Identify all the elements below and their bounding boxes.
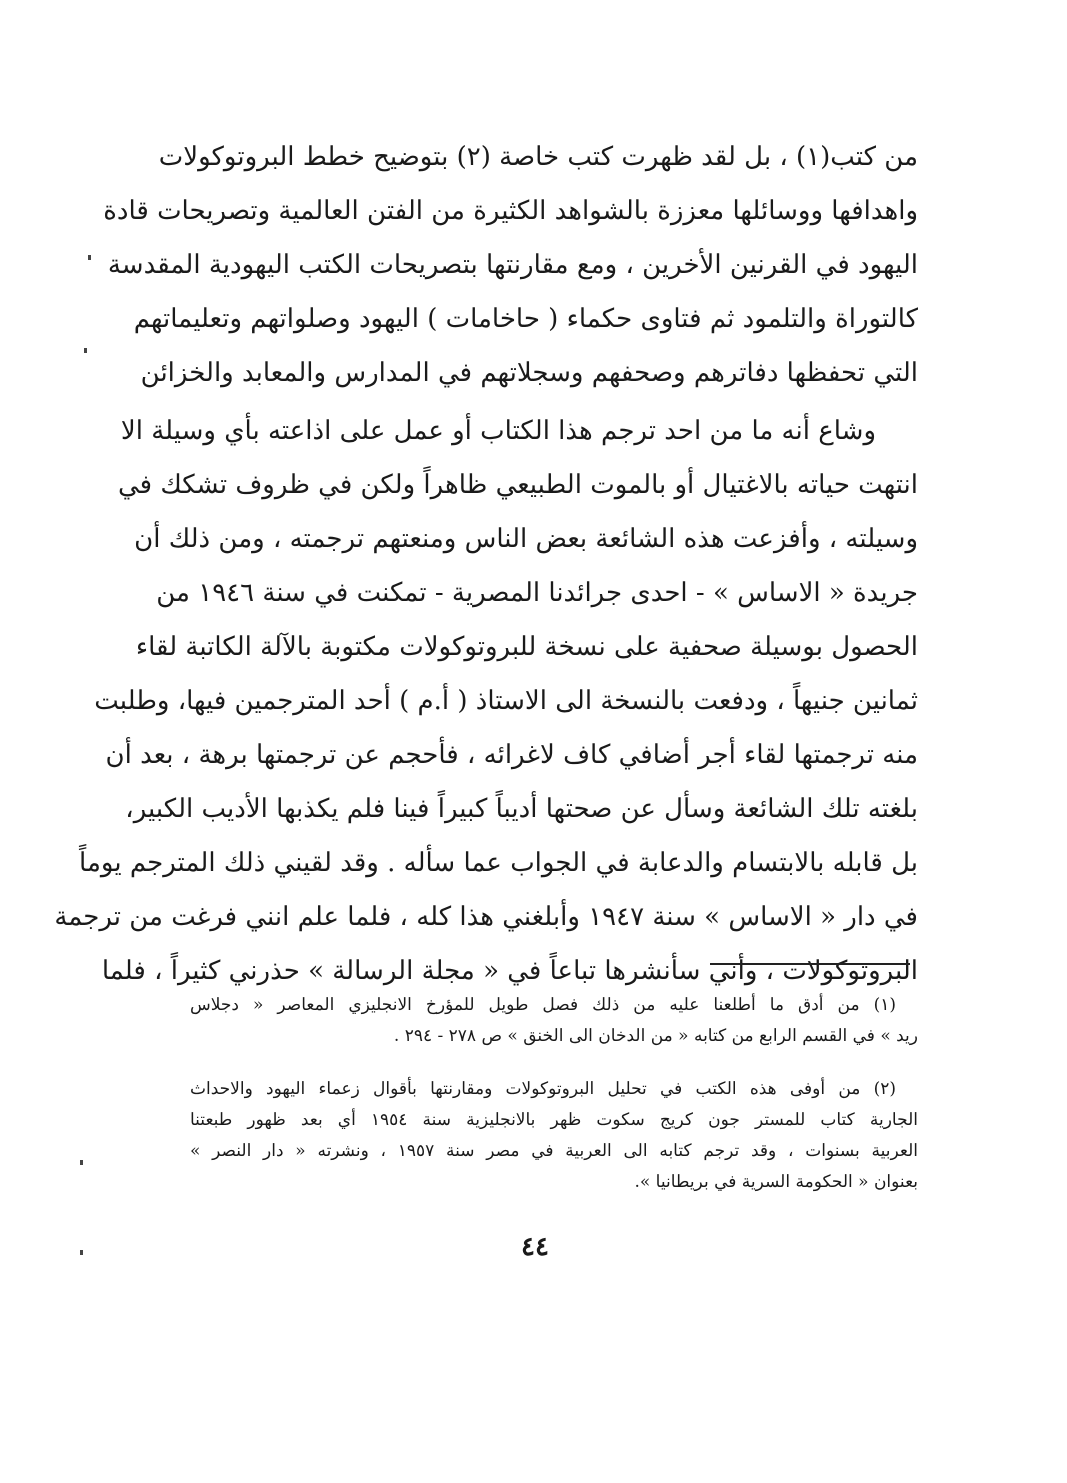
footnote-1-line: ريد » في القسم الرابع من كتابه « من الدخان الى الخنق » ص ٢٧٨ - ٢٩٤ . — [393, 1026, 918, 1046]
paragraph-2-line: وسيلته ، وأفزعت هذه الشائعة بعض الناس ومنعتهم ترجمته ، ومن ذلك أن — [134, 524, 918, 554]
footnote-2-line: الجارية كتاب للمستر جون كريج سكوت ظهر بالانجليزية سنة ١٩٥٤ أي بعد ظهور طبعتنا — [190, 1110, 918, 1130]
scan-speck — [88, 255, 91, 260]
paragraph-2-line: انتهت حياته بالاغتيال أو بالموت الطبيعي ظاهراً ولكن في ظروف تشكك في — [118, 470, 918, 500]
footnote-divider — [710, 963, 910, 965]
page-number: ٤٤ — [521, 1232, 549, 1262]
paragraph-1-line: كالتوراة والتلمود ثم فتاوى حكماء ( حاخامات ) اليهود وصلواتهم وتعليماتهم — [133, 304, 918, 334]
paragraph-2-line: بل قابله بالابتسام والدعابة في الجواب عما سأله . وقد لقيني ذلك المترجم يوماً — [79, 848, 918, 878]
paragraph-1-line: من كتب(١) ، بل لقد ظهرت كتب خاصة (٢) بتوضيح خطط البروتوكولات — [158, 142, 918, 172]
scan-speck — [80, 1250, 83, 1255]
scan-speck — [84, 348, 87, 353]
paragraph-1-line: واهدافها ووسائلها معززة بالشواهد الكثيرة من الفتن العالمية وتصريحات قادة — [103, 196, 918, 226]
footnote-2-line: العربية بسنوات ، وقد ترجم كتابه الى العربية في مصر سنة ١٩٥٧ ، ونشرته « دار النصر » — [190, 1141, 918, 1161]
paragraph-2-line: البروتوكولات ، وأني سأنشرها تباعاً في « مجلة الرسالة » حذرني كثيراً ، فلما — [101, 956, 918, 986]
paragraph-1 — [103, 130, 918, 400]
paragraph-2-line: وشاع أنه ما من احد ترجم هذا الكتاب أو عمل على اذاعته بأي وسيلة الا — [120, 416, 876, 446]
paragraph-2 — [54, 404, 918, 998]
paragraph-2-line: جريدة « الاساس » - احدى جرائدنا المصرية - تمكنت في سنة ١٩٤٦ من — [156, 578, 918, 608]
paragraph-1-line: التي تحفظها دفاترهم وصحفهم وسجلاتهم في المدارس والمعابد والخزائن — [140, 358, 918, 388]
paragraph-1-line: اليهود في القرنين الأخرين ، ومع مقارنتها بتصريحات الكتب اليهودية المقدسة — [107, 250, 918, 280]
footnote-1-line: (١) من أدق ما أطلعنا عليه من ذلك فصل طويل للمؤرخ الانجليزي المعاصر « دجلاس — [190, 995, 896, 1015]
paragraph-2-line: الحصول بوسيلة صحفية على نسخة للبروتوكولات مكتوبة بالآلة الكاتبة لقاء — [135, 632, 918, 662]
footnote-2 — [190, 1074, 918, 1198]
footnote-2-line: بعنوان « الحكومة السرية في بريطانيا ». — [634, 1172, 918, 1192]
paragraph-2-line: منه ترجمتها لقاء أجر أضافي كاف لاغرائه ، فأحجم عن ترجمتها برهة ، بعد أن — [105, 740, 918, 770]
paragraph-2-line: ثمانين جنيهاً ، ودفعت بالنسخة الى الاستاذ ( أ.م ) أحد المترجمين فيها، وطلبت — [94, 686, 918, 716]
paragraph-2-line: بلغته تلك الشائعة وسأل عن صحتها أديباً كبيراً فينا فلم يكذبها الأديب الكبير، — [125, 794, 918, 824]
scan-speck — [80, 1160, 83, 1165]
footnote-1 — [190, 990, 918, 1052]
footnote-2-line: (٢) من أوفى هذه الكتب في تحليل البروتوكولات ومقارنتها بأقوال زعماء اليهود والاحداث — [190, 1079, 896, 1099]
paragraph-2-line: في دار « الاساس » سنة ١٩٤٧ وأبلغني هذا كله ، فلما علم انني فرغت من ترجمة — [54, 902, 918, 932]
